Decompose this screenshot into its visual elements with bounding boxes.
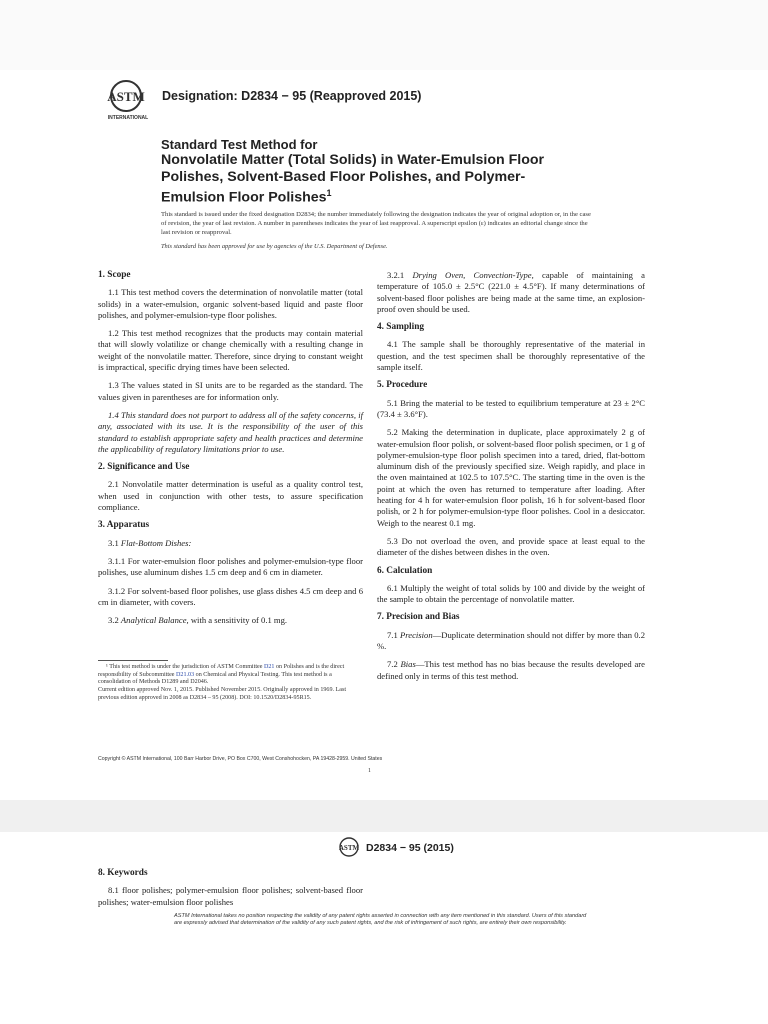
copyright-line: Copyright © ASTM International, 100 Barr Harbor Drive, PO Box C700, West Conshohocken, PA 19428-2959. United States [98, 756, 383, 762]
section-heading: 2. Significance and Use [98, 462, 190, 473]
paragraph: 3.1.1 For water-emulsion floor polishes and polymer-emulsion-type floor polishes, use aluminum dishes 1.5 cm deep and 6 cm in diameter. [98, 555, 363, 578]
paragraph: 5.1 Bring the material to be tested to equilibrium temperature at 23 ± 2°C (73.4 ± 3.6°F). [377, 397, 645, 419]
paragraph: 5.2 Making the determination in duplicate, place approximately 2 g of water-emulsion floor polish, or solvent-based floor polish specimen, or 1 g of polymer-emulsion-type floor polish specimen into a tared, dried, flat-bottom aluminum dish of the previously specified size. Weigh rapidly, and place in the oven maintained at 102.5 to 107.5°C. The starting time in the oven is the point at which the oven has returned to temperature after loading. After heating for 4 h for water-emulsion floor polish, 16 h for solvent-based floor polish, or 2 h for polymer-emulsion-type floor polishes. Cool in a desiccator. Weigh to the nearest 0.1 mg. [377, 427, 645, 528]
footnote: ¹ This test method is under the jurisdiction of ASTM Committee D21 on Polishes and is the direct responsibility of Subcommittee D21.03 on Chemical and Physical Testing. This test method is a consolidation of Methods D1289 and D2046. Current edition approved Nov. 1, 2015. Published November 2015. Originally approved in 1969. Last previous edition approved in 2008 as D2834 – 95 (2008). DOI: 10.1520/D2834-95R15. [98, 664, 347, 701]
section-heading: 7. Precision and Bias [377, 612, 460, 623]
section-heading: 1. Scope [98, 270, 131, 280]
svg-text:ASTM: ASTM [107, 89, 145, 104]
page-number: 1 [368, 768, 371, 774]
viewer-background [0, 0, 768, 70]
astm-logo-small-icon [338, 837, 360, 859]
designation: Designation: D2834 − 95 (Reapproved 2015) [162, 89, 422, 103]
paragraph: 1.2 This test method recognizes that the products may contain material that will slowly volatilize or change chemically with a resulting change in weight of the nonvolatile matter. Therefore, since drying to constant weight is impractical, specific drying times have been selected. [98, 328, 363, 373]
section-heading: 8. Keywords [98, 868, 148, 878]
paragraph: 1.1 This test method covers the determination of nonvolatile matter (total solids) in a water-emulsion, organic solvent-based liquid and paste floor polishes, and polymer-emulsion-type floor polishes. [98, 287, 363, 320]
keywords-section [98, 868, 363, 908]
right-column [377, 270, 645, 689]
paragraph: 3.2 Analytical Balance, with a sensitivity of 0.1 mg. [108, 615, 288, 626]
paragraph: 7.1 Precision—Duplicate determination should not differ by more than 0.2 %. [377, 629, 645, 652]
page2-designation: D2834 − 95 (2015) [366, 842, 454, 854]
astm-logo-icon [106, 78, 152, 122]
left-column [98, 270, 363, 633]
paragraph: 4.1 The sample shall be thoroughly representative of the material in question, and the test specimen shall be thoroughly representative of the sample itself. [377, 339, 645, 373]
paragraph: 5.3 Do not overload the oven, and provide space at least equal to the diameter of the dishes between dishes in the oven. [377, 535, 645, 558]
section-heading: 6. Calculation [377, 565, 433, 576]
document-title: Nonvolatile Matter (Total Solids) in Water-Emulsion Floor Polishes, Solvent-Based Floor Polishes, and Polymer-Emulsion Floor Polishes$^1$ [161, 152, 545, 206]
paragraph: 3.1 Flat-Bottom Dishes: [108, 537, 192, 548]
paragraph: 1.3 The values stated in SI units are to be regarded as the standard. The values given in parentheses are for information only. [98, 380, 363, 402]
document-page-2 [66, 832, 764, 1024]
svg-text:ASTM: ASTM [338, 844, 360, 852]
committee-link[interactable]: D21 [263, 664, 275, 670]
standard-note: This standard is issued under the fixed designation D2834; the number immediately following the designation indicates the year of original adoption or, in the case of revision, the year of last revision. A number in parentheses indicates the year of last reapproval. A superscript epsilon (ε) indicates an editorial change since the last revision or reapproval. [161, 211, 591, 236]
paragraph: 1.4 This standard does not purport to address all of the safety concerns, if any, associated with its use. It is the responsibility of the user of this standard to establish appropriate safety and health practices and determine the applicability of regulatory limitations prior to use. [98, 409, 363, 454]
paragraph: 2.1 Nonvolatile matter determination is useful as a quality control test, when used in conjunction with other tests, to assure specification compliance. [98, 479, 363, 513]
footnote-divider [98, 660, 168, 661]
page-gap [0, 800, 768, 832]
subcommittee-link[interactable]: D21.03 [176, 671, 195, 678]
section-heading: 3. Apparatus [98, 520, 150, 531]
paragraph: 6.1 Multiply the weight of total solids by 100 and divide by the weight of the sample to obtain the percentage of nonvolatile matter. [377, 582, 645, 605]
approved-note: This standard has been approved for use by agencies of the U.S. Department of Defense. [161, 243, 388, 250]
paragraph: 7.2 Bias—This test method has no bias because the results developed are defined only in terms of this test method. [377, 659, 645, 681]
paragraph: 8.1 floor polishes; polymer-emulsion floor polishes; solvent-based floor polishes; water-emulsion floor polishes [98, 885, 363, 907]
patent-disclaimer: ASTM International takes no position respecting the validity of any patent rights asserted in connection with any item mentioned in this standard. Users of this standard are expressly advised that determination of the validity of any such patent rights, and the risk of infringement of such rights, are entirely their own responsibility. [174, 913, 587, 927]
paragraph: 3.2.1 Drying Oven, Convection-Type, capable of maintaining a temperature of 105.0 ± 2.5°C (221.0 ± 4.5°F). If many determinations of solvent-based floor polishes are being made at the same time, an explosion-proof oven should be used. [377, 270, 645, 314]
title-line1: Standard Test Method for [161, 137, 318, 152]
svg-text:INTERNATIONAL: INTERNATIONAL [107, 115, 149, 121]
section-heading: 5. Procedure [377, 380, 428, 391]
section-heading: 4. Sampling [377, 322, 425, 333]
paragraph: 3.1.2 For solvent-based floor polishes, use glass dishes 4.5 cm deep and 6 cm in diameter, with covers. [98, 585, 363, 607]
